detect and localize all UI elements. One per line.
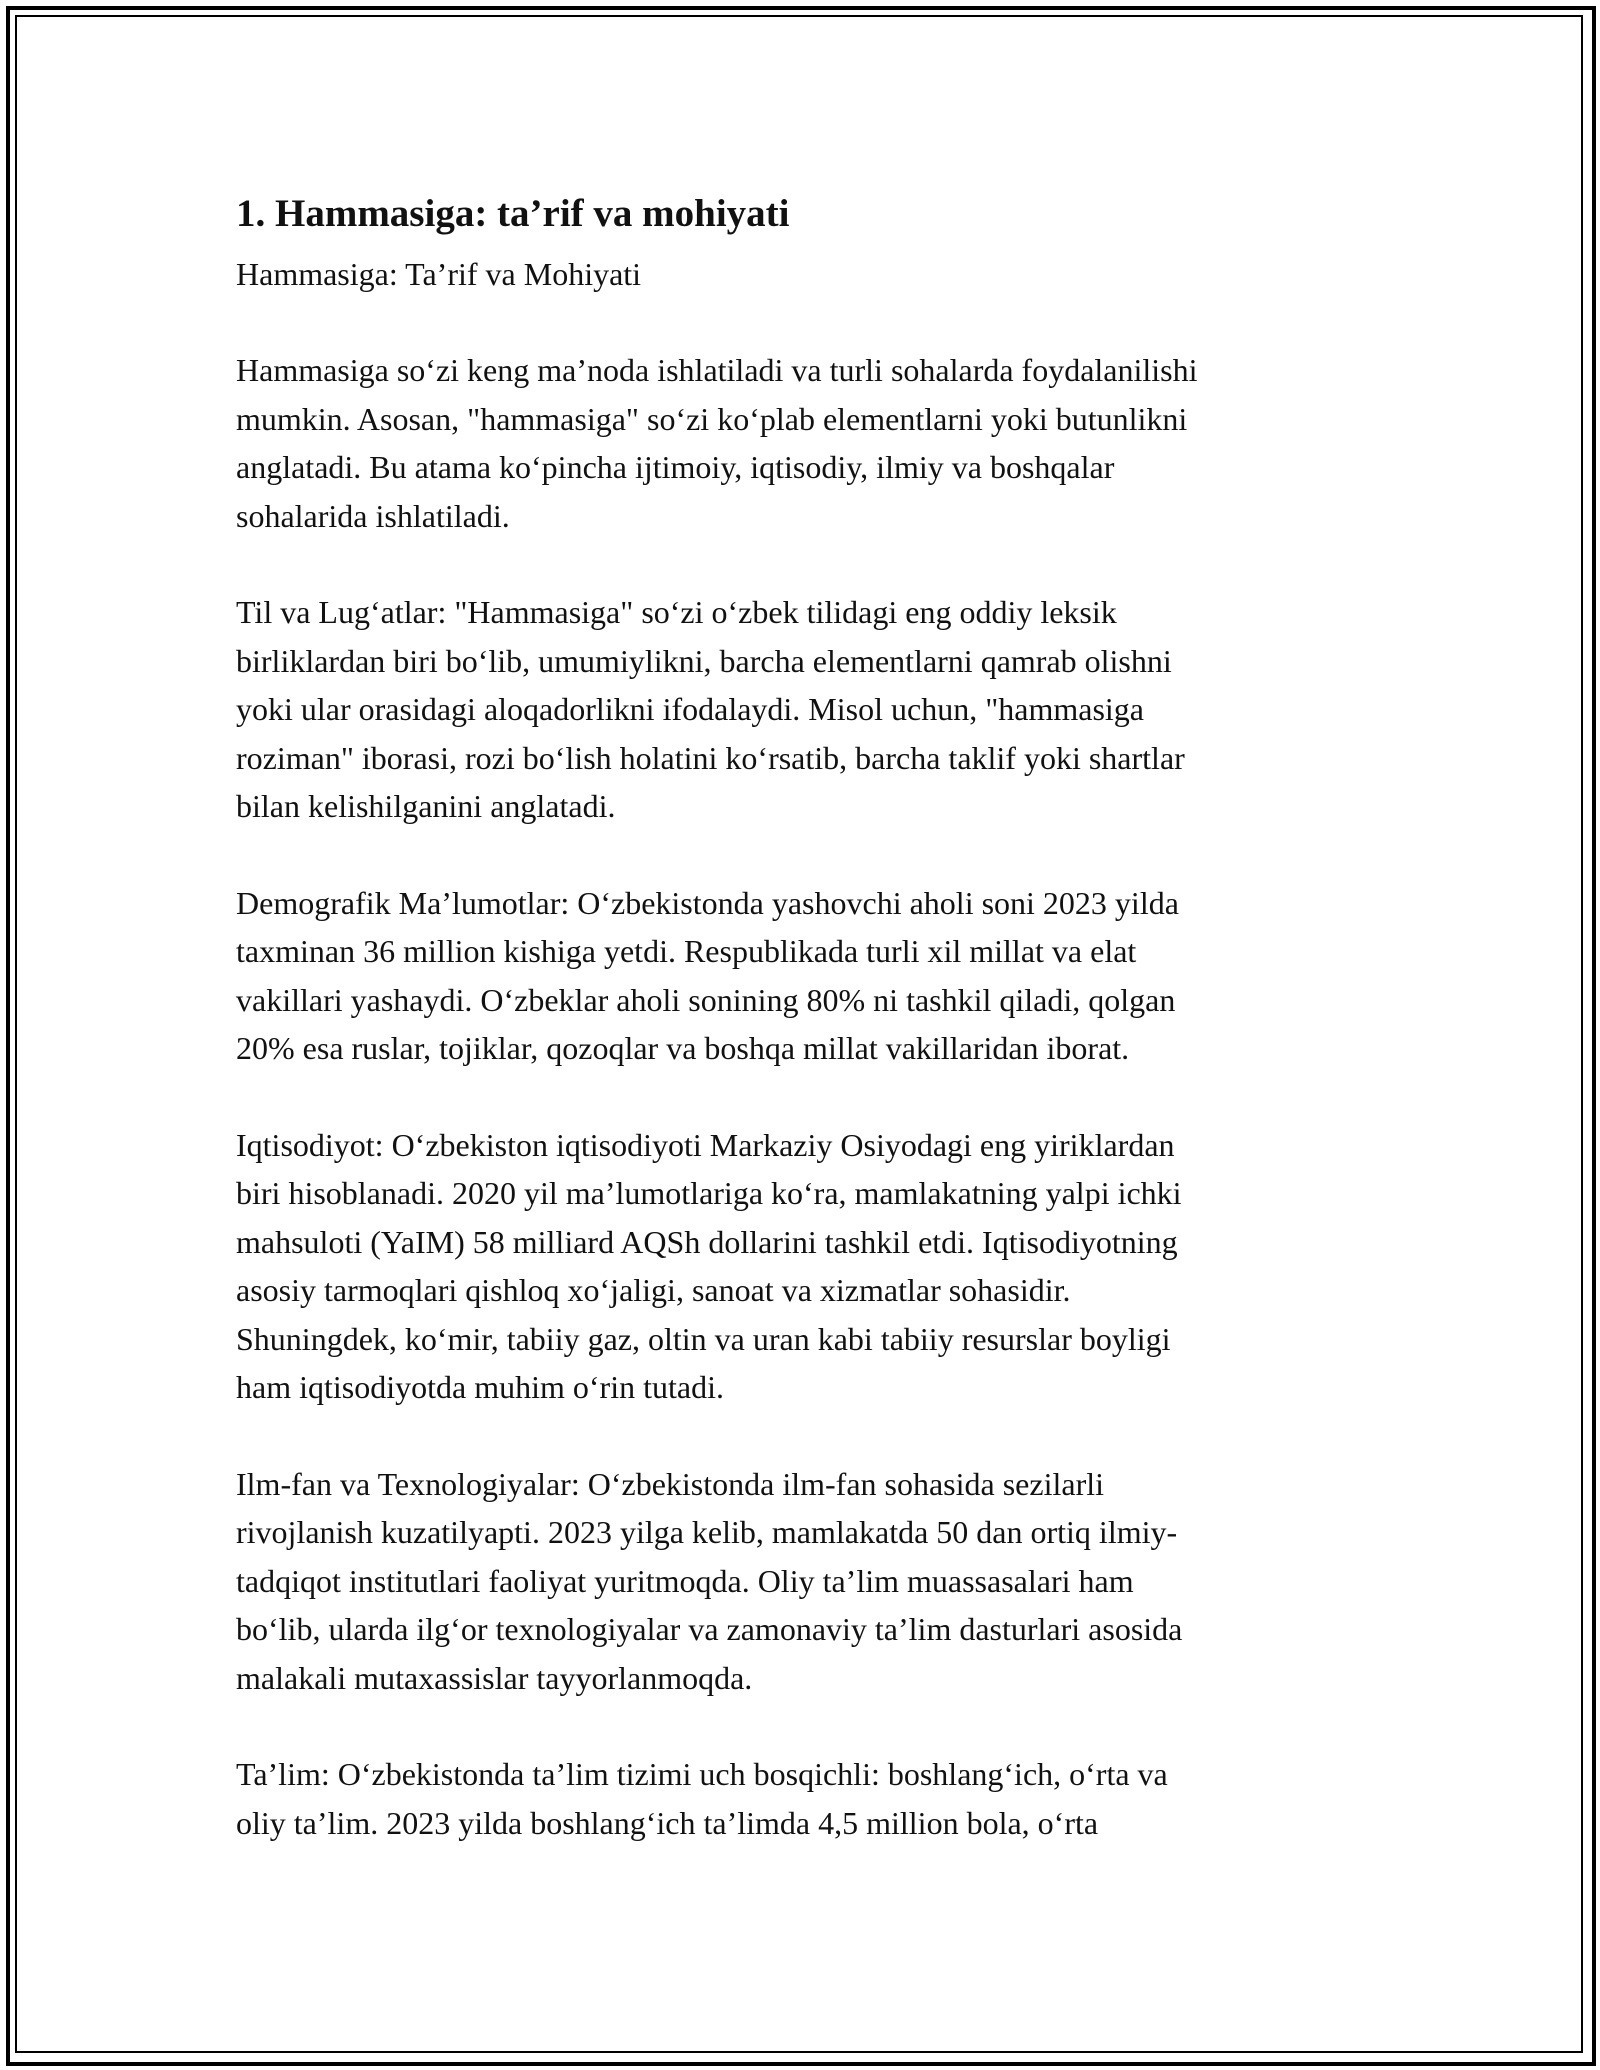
text-line: biri hisoblanadi. 2020 yil ma’lumotlariga ko‘ra, mamlakatning yalpi ichki <box>236 1175 1182 1211</box>
text-line: sohalarida ishlatiladi. <box>236 497 510 534</box>
text-line: mahsuloti (YaIM) 58 milliard AQSh dollarini tashkil etdi. Iqtisodiyotning <box>236 1223 1178 1260</box>
section-heading: 1. Hammasiga: ta’rif va mohiyati <box>236 192 790 235</box>
paragraph-demographics <box>236 879 1366 1073</box>
paragraph-language <box>236 588 1366 831</box>
text-line: anglatadi. Bu atama ko‘pincha ijtimoiy, iqtisodiy, ilmiy va boshqalar <box>236 449 1115 485</box>
text-line: Ilm-fan va Texnologiyalar: O‘zbekistonda ilm-fan sohasida sezilarli <box>236 1465 1104 1502</box>
text-line: Til va Lug‘atlar: "Hammasiga" so‘zi o‘zbek tilidagi eng oddiy leksik <box>236 594 1117 630</box>
text-line: 20% esa ruslar, tojiklar, qozoqlar va boshqa millat vakillaridan iborat. <box>236 1030 1130 1066</box>
text-line: roziman" iborasi, rozi bo‘lish holatini ko‘rsatib, barcha taklif yoki shartlar <box>236 739 1185 776</box>
text-line: asosiy tarmoqlari qishloq xo‘jaligi, sanoat va xizmatlar sohasidir. <box>236 1272 1071 1308</box>
text-line: Demografik Ma’lumotlar: O‘zbekistonda yashovchi aholi soni 2023 yilda <box>236 884 1179 921</box>
text-line: malakali mutaxassislar tayyorlanmoqda. <box>236 1659 753 1696</box>
text-line: oliy ta’lim. 2023 yilda boshlang‘ich ta’limda 4,5 million bola, o‘rta <box>236 1804 1099 1841</box>
text-line: yoki ular orasidagi aloqadorlikni ifodalaydi. Misol uchun, "hammasiga <box>236 691 1144 727</box>
text-line: Hammasiga so‘zi keng ma’noda ishlatiladi va turli sohalarda foydalanilishi <box>236 352 1198 388</box>
paragraph-education <box>236 1750 1366 1847</box>
text-line: mumkin. Asosan, "hammasiga" so‘zi ko‘plab elementlarni yoki butunlikni <box>236 400 1188 437</box>
text-line: bo‘lib, ularda ilg‘or texnologiyalar va zamonaviy ta’lim dasturlari asosida <box>236 1611 1183 1647</box>
text-line: Iqtisodiyot: O‘zbekiston iqtisodiyoti Markaziy Osiyodagi eng yiriklardan <box>236 1126 1175 1163</box>
text-line: tadqiqot institutlari faoliyat yuritmoqda. Oliy ta’lim muassasalari ham <box>236 1562 1134 1599</box>
paragraph-economy <box>236 1121 1366 1412</box>
text-line: birliklardan biri bo‘lib, umumiylikni, barcha elementlarni qamrab olishni <box>236 642 1172 679</box>
section-subtitle: Hammasiga: Ta’rif va Mohiyati <box>236 256 642 292</box>
text-line: Ta’lim: O‘zbekistonda ta’lim tizimi uch bosqichli: boshlang‘ich, o‘rta va <box>236 1756 1168 1792</box>
paragraph-intro <box>236 346 1366 540</box>
text-line: ham iqtisodiyotda muhim o‘rin tutadi. <box>236 1369 724 1405</box>
text-line: vakillari yashaydi. O‘zbeklar aholi sonining 80% ni tashkil qiladi, qolgan <box>236 981 1176 1018</box>
text-line: bilan kelishilganini anglatadi. <box>236 788 616 824</box>
document-body <box>236 184 1366 1895</box>
text-line: rivojlanish kuzatilyapti. 2023 yilga kelib, mamlakatda 50 dan ortiq ilmiy- <box>236 1514 1178 1550</box>
text-line: Shuningdek, ko‘mir, tabiiy gaz, oltin va uran kabi tabiiy resurslar boyligi <box>236 1320 1171 1357</box>
text-line: taxminan 36 million kishiga yetdi. Respublikada turli xil millat va elat <box>236 933 1137 969</box>
paragraph-science <box>236 1460 1366 1703</box>
